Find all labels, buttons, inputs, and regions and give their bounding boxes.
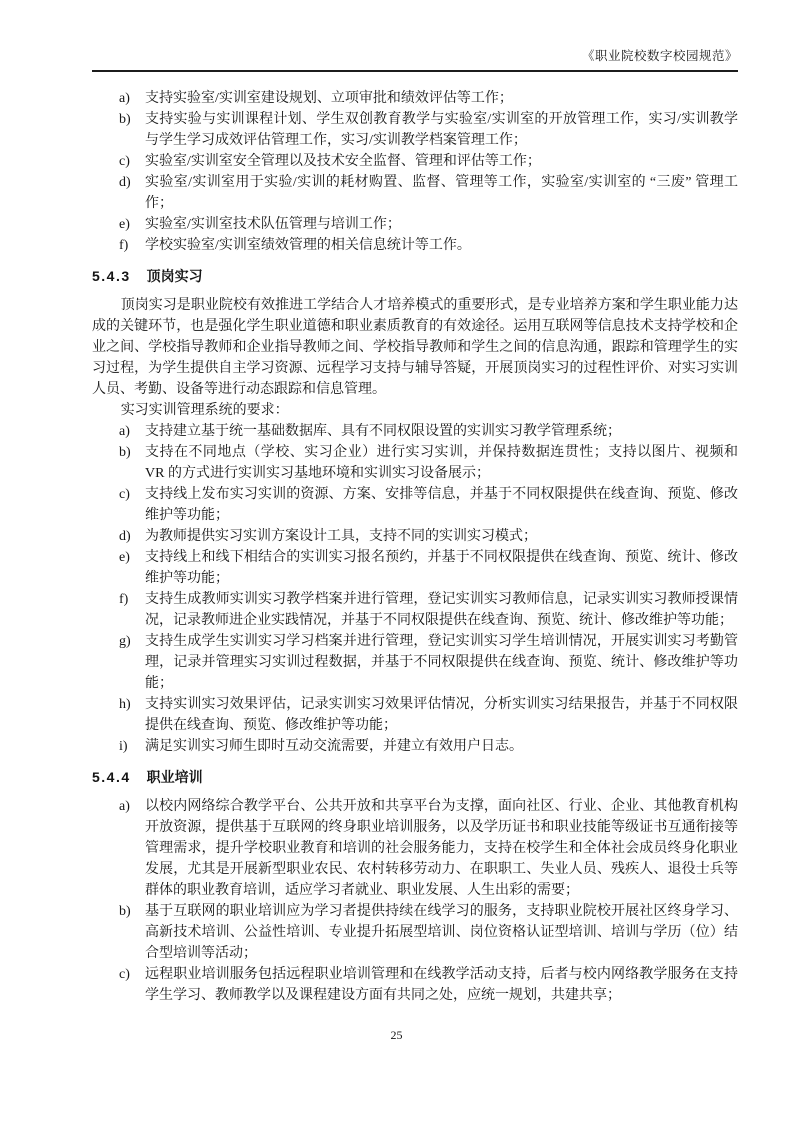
list-item <box>92 694 738 736</box>
list-item-label: a) <box>119 424 130 439</box>
list-item-label: b) <box>119 904 131 919</box>
section-number: 5.4.4 <box>92 769 131 785</box>
list-item-label: c) <box>119 154 130 169</box>
list-item-text: 基于互联网的职业培训应为学习者提供持续在线学习的服务，支持职业院校开展社区终身学习、高新技术培训、公益性培训、专业提升拓展型培训、岗位资格认证型培训、培训与学历（位）结合型培训等活动； <box>145 904 738 961</box>
list-item-label: d) <box>119 175 131 190</box>
list-item-text: 支持线上和线下相结合的实训实习报名预约，并基于不同权限提供在线查询、预览、统计、修改维护等功能； <box>145 550 738 586</box>
list-item-text: 支持生成学生实训实习学习档案并进行管理，登记实训实习学生培训情况，开展实训实习考勤管理，记录并管理实习实训过程数据，并基于不同权限提供在线查询、预览、统计、修改维护等功能； <box>145 634 738 691</box>
header-title: 《职业院校数字校园规范》 <box>581 49 738 63</box>
list-item-label: g) <box>119 634 131 649</box>
list-item <box>92 88 738 109</box>
list-item <box>92 151 738 172</box>
list-item <box>92 964 738 1006</box>
list-item-label: e) <box>119 550 130 565</box>
list-item-text: 支持在不同地点（学校、实习企业）进行实习实训，并保持数据连贯性；支持以图片、视频和 VR 的方式进行实训实习基地环境和实训实习设备展示； <box>145 445 738 481</box>
section-title: 职业培训 <box>146 769 203 785</box>
list-item-label: a) <box>119 91 130 106</box>
list-item-label: a) <box>119 799 130 814</box>
requirements-intro: 实习实训管理系统的要求： <box>120 403 289 418</box>
list-item-text: 为教师提供实习实训方案设计工具，支持不同的实训实习模式； <box>145 529 537 544</box>
list-item-label: h) <box>119 697 131 712</box>
list-item-text: 支持实验室/实训室建设规划、立项审批和绩效评估等工作； <box>145 91 513 106</box>
list-item-label: c) <box>119 487 130 502</box>
list-item <box>92 547 738 589</box>
section-paragraph: 顶岗实习是职业院校有效推进工学结合人才培养模式的重要形式，是专业培养方案和学生职业能力达成的关键环节，也是强化学生职业道德和职业素质教育的有效途径。运用互联网等信息技术支持学校和企业之间、学校指导教师和企业指导教师之间、学校指导教师和学生之间的信息沟通，跟踪和管理学生的实习过程，为学生提供自主学习资源、远程学习支持与辅导答疑，开展顶岗实习的过程性评价、对实习实训人员、考勤、设备等进行动态跟踪和信息管理。 <box>92 298 738 397</box>
list-item <box>92 421 738 442</box>
list-item-text: 支持实训实习效果评估，记录实训实习效果评估情况，分析实训实习结果报告，并基于不同权限提供在线查询、预览、修改维护等功能； <box>145 697 738 733</box>
list-item <box>92 172 738 214</box>
section-heading-544 <box>92 767 738 788</box>
list-item-label: i) <box>119 739 128 754</box>
list-item-text: 满足实训实习师生即时互动交流需要，并建立有效用户日志。 <box>145 739 523 754</box>
list-item <box>92 589 738 631</box>
list-item <box>92 214 738 235</box>
list-item-text: 学校实验室/实训室绩效管理的相关信息统计等工作。 <box>145 238 471 253</box>
list-item-label: b) <box>119 112 131 127</box>
list-item <box>92 796 738 901</box>
list-item-label: c) <box>119 967 130 982</box>
list-item-label: f) <box>119 238 129 253</box>
list-item-text: 实验室/实训室用于实验/实训的耗材购置、监督、管理等工作，实验室/实训室的 “三废” 管理工作； <box>145 175 738 211</box>
page-number: 25 <box>390 1028 403 1042</box>
list-item-text: 实验室/实训室技术队伍管理与培训工作； <box>145 217 401 232</box>
list-item-text: 支持线上发布实习实训的资源、方案、安排等信息，并基于不同权限提供在线查询、预览、修改维护等功能； <box>145 487 738 523</box>
list-item-text: 实验室/实训室安全管理以及技术安全监督、管理和评估等工作； <box>145 154 541 169</box>
list-item-label: f) <box>119 592 129 607</box>
list-item-text: 支持生成教师实训实习教学档案并进行管理，登记实训实习教师信息，记录实训实习教师授课情况，记录教师进企业实践情况，并基于不同权限提供在线查询、预览、统计、修改维护等功能； <box>145 592 738 628</box>
list-item-label: e) <box>119 217 130 232</box>
list-item <box>92 109 738 151</box>
list-item <box>92 736 738 757</box>
section-title: 顶岗实习 <box>146 268 203 284</box>
list-item-label: d) <box>119 529 131 544</box>
page-header <box>92 46 738 64</box>
section-number: 5.4.3 <box>92 268 131 284</box>
list-item-label: b) <box>119 445 131 460</box>
list-item-text: 支持实验与实训课程计划、学生双创教育教学与实验室/实训室的开放管理工作，实习/实训教学与学生学习成效评估管理工作，实习/实训教学档案管理工作； <box>145 112 738 148</box>
header-rule <box>92 70 738 72</box>
list-item-text: 以校内网络综合教学平台、公共开放和共享平台为支撑，面向社区、行业、企业、其他教育机构开放资源，提供基于互联网的终身职业培训服务，以及学历证书和职业技能等级证书互通衔接等管理需求，提升学校职业教育和培训的社会服务能力，支持在校学生和全体社会成员终身化职业发展，尤其是开展新型职业农民、农村转移劳动力、在职职工、失业人员、残疾人、退役士兵等群体的职业教育培训，适应学习者就业、职业发展、人生出彩的需要； <box>145 799 738 898</box>
list-item-text: 远程职业培训服务包括远程职业培训管理和在线教学活动支持，后者与校内网络教学服务在支持学生学习、教师教学以及课程建设方面有共同之处，应统一规划，共建共享； <box>145 967 738 1003</box>
list-item <box>92 484 738 526</box>
list-item <box>92 235 738 256</box>
section-heading-543 <box>92 266 738 287</box>
list-item <box>92 631 738 694</box>
document-content <box>92 88 738 1006</box>
list-item <box>92 526 738 547</box>
list-item-text: 支持建立基于统一基础数据库、具有不同权限设置的实训实习教学管理系统； <box>145 424 621 439</box>
list-item <box>92 901 738 964</box>
list-item <box>92 442 738 484</box>
